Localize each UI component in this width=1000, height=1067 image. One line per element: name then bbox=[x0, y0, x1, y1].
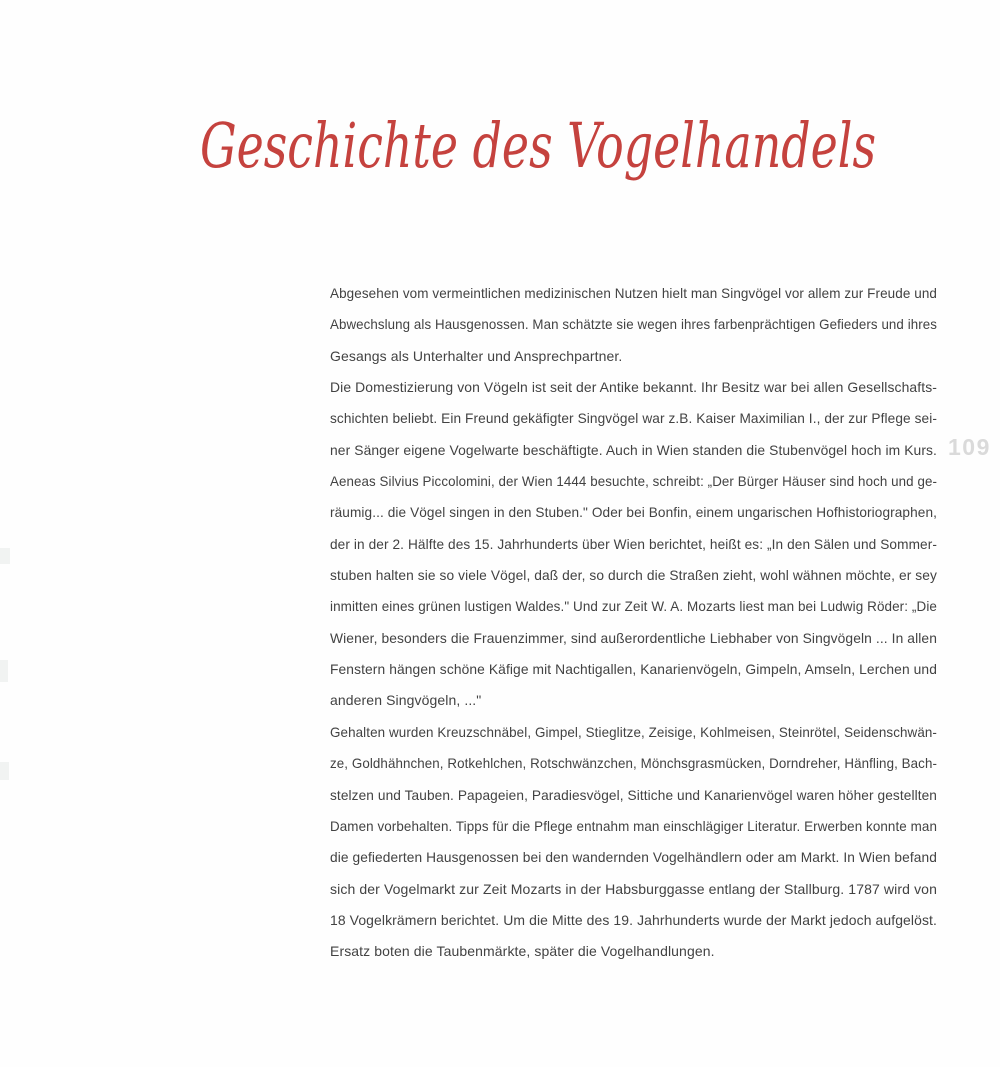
body-line: anderen Singvögeln, ..." bbox=[330, 692, 482, 709]
page-title-text: Geschichte des Vogelhandels bbox=[200, 109, 876, 182]
body-line: Gesangs als Unterhalter und Ansprechpartner. bbox=[330, 347, 623, 364]
body-line: sich der Vogelmarkt zur Zeit Mozarts in der Habsburggasse entlang der Stallburg. 1787 wird von bbox=[330, 880, 937, 897]
body-line: stuben halten sie so viele Vögel, daß der, so durch die Straßen zieht, wohl wähnen möchte, er sey bbox=[330, 567, 937, 584]
body-line: 18 Vogelkrämern berichtet. Um die Mitte des 19. Jahrhunderts wurde der Markt jedoch aufgelöst. bbox=[330, 911, 937, 928]
body-line: schichten beliebt. Ein Freund gekäfigter Singvögel war z.B. Kaiser Maximilian I., der zur Pflege sei- bbox=[330, 410, 937, 427]
body-line: ner Sänger eigene Vogelwarte beschäftigte. Auch in Wien standen die Stubenvögel hoch im Kurs. bbox=[330, 441, 937, 458]
body-line: Damen vorbehalten. Tipps für die Pflege entnahm man einschlägiger Literatur. Erwerben konnte man bbox=[330, 817, 937, 834]
body-line: räumig... die Vögel singen in den Stuben." Oder bei Bonfin, einem ungarischen Hofhistoriographen, bbox=[330, 504, 937, 521]
body-line: Gehalten wurden Kreuzschnäbel, Gimpel, Stieglitze, Zeisige, Kohlmeisen, Steinrötel, Seidenschwän- bbox=[330, 723, 937, 740]
scan-artifact bbox=[0, 548, 10, 564]
body-text-block bbox=[330, 278, 937, 968]
body-line: ze, Goldhähnchen, Rotkehlchen, Rotschwänzchen, Mönchsgrasmücken, Dorndreher, Hänfling, Bach- bbox=[330, 755, 937, 772]
scan-artifact bbox=[0, 762, 9, 780]
page-number: 109 bbox=[948, 434, 991, 460]
body-line: Abgesehen vom vermeintlichen medizinischen Nutzen hielt man Singvögel vor allem zur Freude und bbox=[330, 285, 937, 301]
scan-artifact bbox=[0, 660, 8, 682]
body-line: inmitten eines grünen lustigen Waldes." Und zur Zeit W. A. Mozarts liest man bei Ludwig Röder: „Die bbox=[330, 598, 937, 615]
page-title bbox=[200, 109, 1000, 182]
body-line: Fenstern hängen schöne Käfige mit Nachtigallen, Kanarienvögeln, Gimpeln, Amseln, Lerchen und bbox=[330, 661, 937, 678]
body-line: Wiener, besonders die Frauenzimmer, sind außerordentliche Liebhaber von Singvögeln ... In allen bbox=[330, 629, 937, 646]
body-line: stelzen und Tauben. Papageien, Paradiesvögel, Sittiche und Kanarienvögel waren höher gestellten bbox=[330, 786, 937, 803]
body-line: Aeneas Silvius Piccolomini, der Wien 1444 besuchte, schreibt: „Der Bürger Häuser sind hoch und ge- bbox=[330, 473, 937, 490]
body-line: der in der 2. Hälfte des 15. Jahrhunderts über Wien berichtet, heißt es: „In den Sälen und Sommer- bbox=[330, 535, 937, 552]
body-line: Die Domestizierung von Vögeln ist seit der Antike bekannt. Ihr Besitz war bei allen Gesellschafts- bbox=[330, 379, 937, 396]
body-line: Ersatz boten die Taubenmärkte, später die Vogelhandlungen. bbox=[330, 943, 715, 960]
body-line: Abwechslung als Hausgenossen. Man schätzte sie wegen ihres farbenprächtigen Gefieders und ihres bbox=[330, 316, 937, 333]
body-line: die gefiederten Hausgenossen bei den wandernden Vogelhändlern oder am Markt. In Wien befand bbox=[330, 849, 937, 866]
